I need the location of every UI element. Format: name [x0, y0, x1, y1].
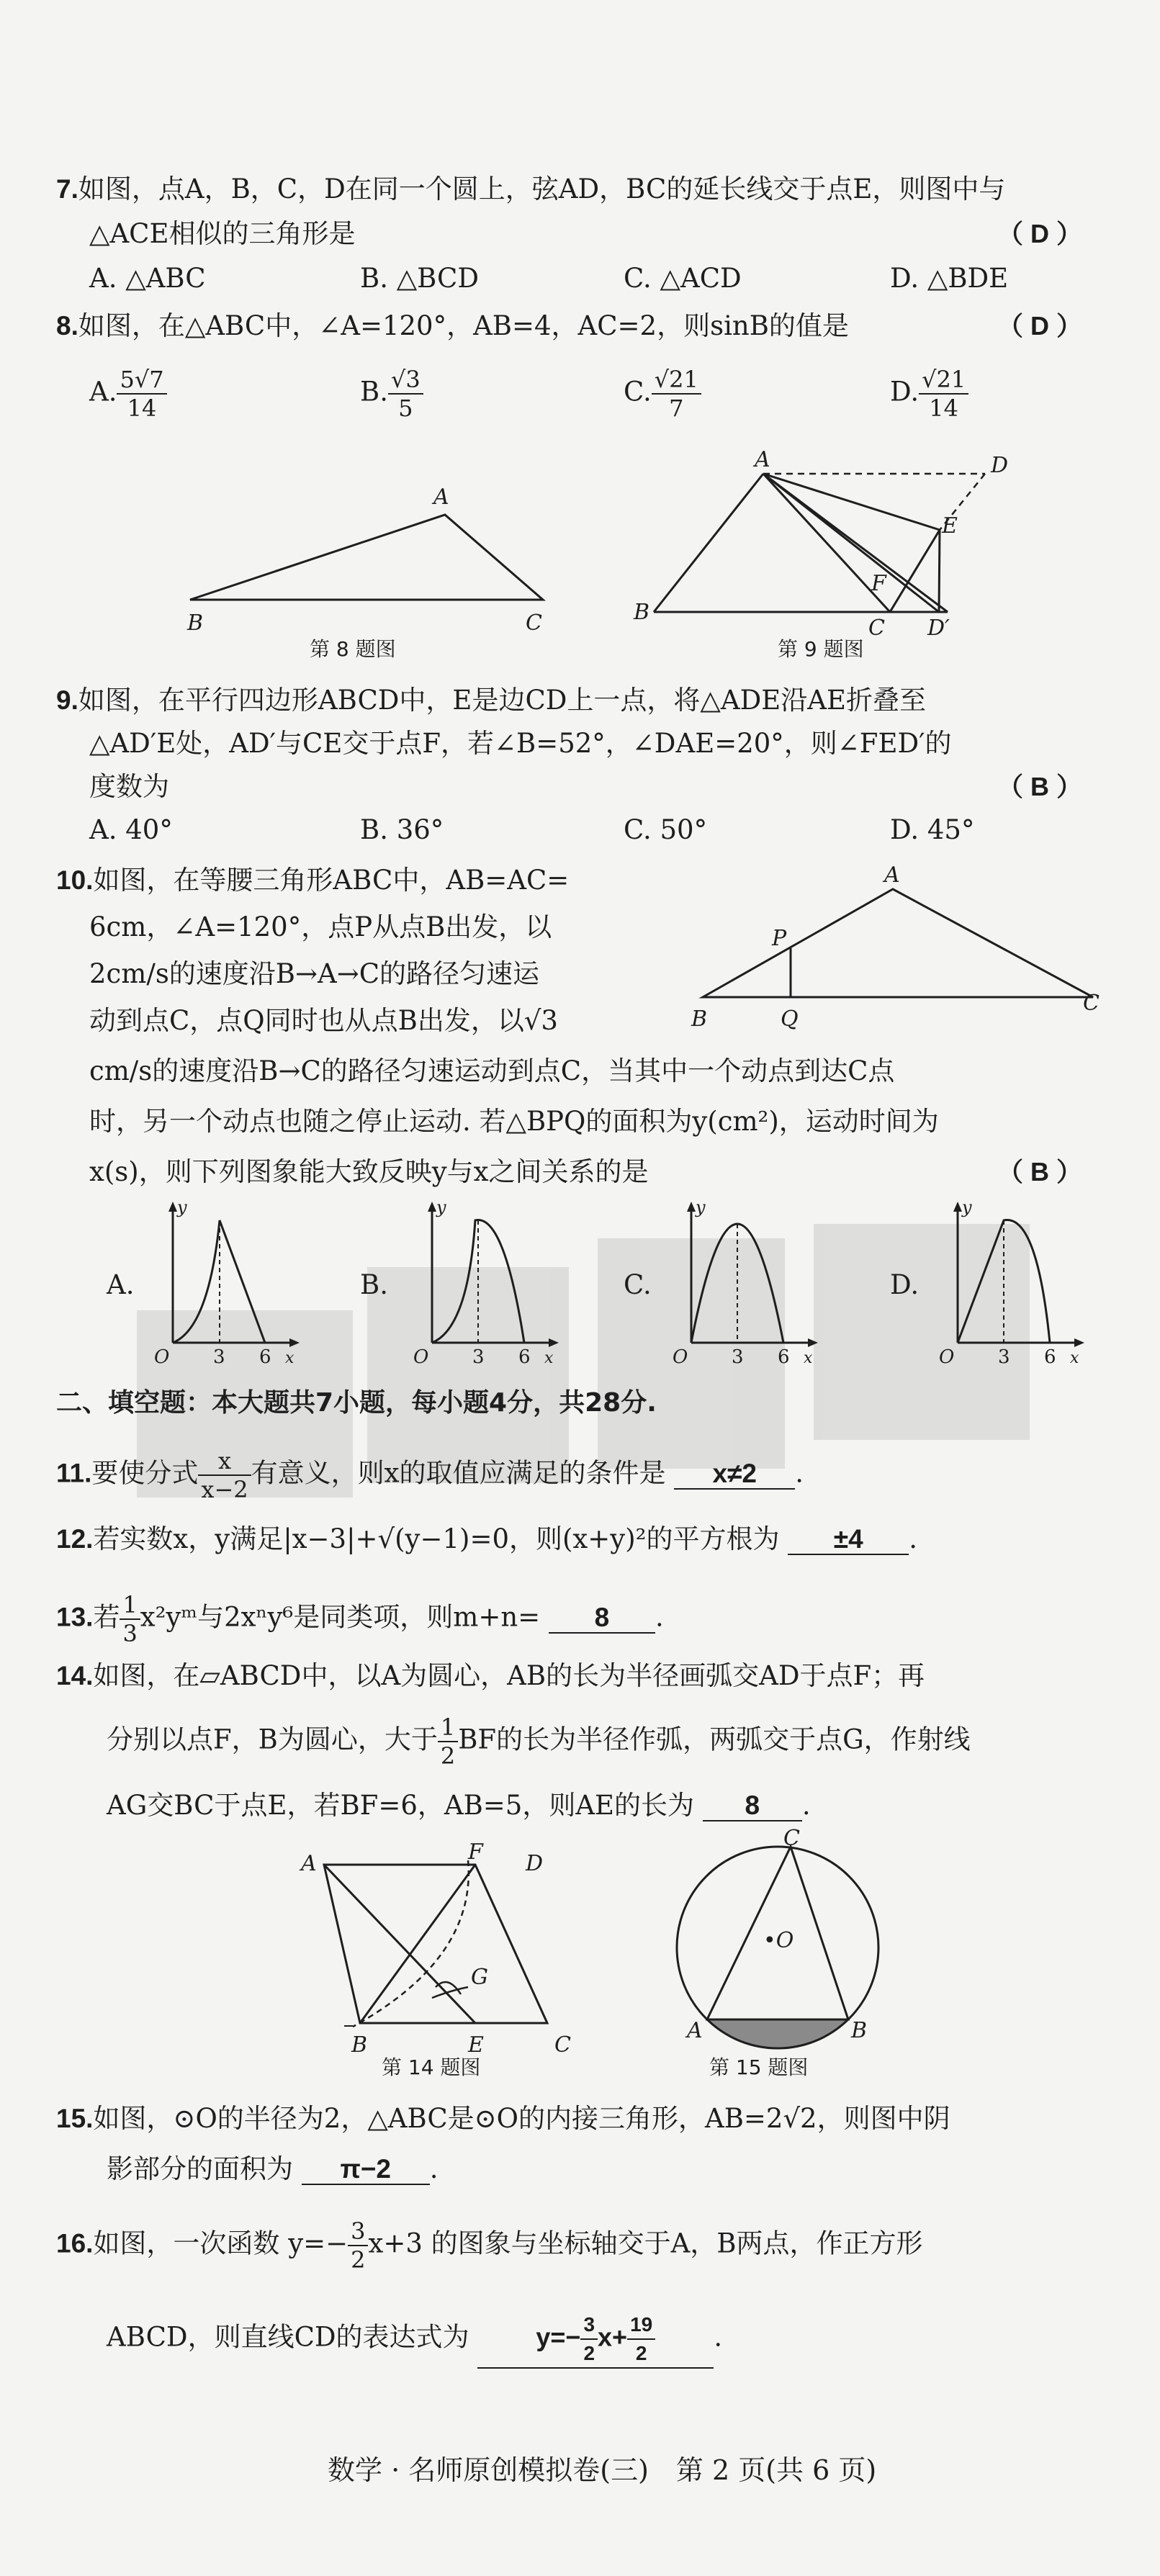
fig8-label-c: C: [526, 611, 542, 636]
graph-b-x-label: x: [544, 1349, 554, 1367]
fig8-label-b: B: [187, 611, 204, 636]
q12: 12.若实数x，y满足|x−3|+√(y−1)=0，则(x+y)²的平方根为 ±4 .: [56, 1523, 917, 1554]
q16-line2: ABCD，则直线CD的表达式为 y=− $\frac{3}{2}$ x+ $\frac{19}{2}$ .: [107, 2311, 722, 2369]
graph-a-tick6: 6: [259, 1346, 271, 1368]
q11-answer: x≠2: [674, 1459, 795, 1490]
q10-line2: 6cm，∠A=120°，点P从点B出发，以: [89, 911, 552, 942]
fig9-label-f: F: [871, 571, 886, 596]
graph-c-tick6: 6: [778, 1346, 790, 1368]
q11: 11.要使分式 $\frac{x}{x-2}$ 有意义，则x的取值应满足的条件是 x≠2 .: [56, 1447, 804, 1503]
q10-line7: x(s)，则下列图象能大致反映y与x之间关系的是: [89, 1156, 649, 1187]
q8-option-a: A. $\frac{5√7}{14}$: [89, 366, 167, 422]
q10-answer: （ B ）: [997, 1157, 1083, 1186]
graph-c-origin: O: [673, 1346, 688, 1368]
q8-option-d: D. $\frac{√21}{14}$: [890, 366, 968, 422]
graph-b-tick3: 3: [472, 1346, 485, 1368]
graph-c-x-label: x: [804, 1349, 813, 1367]
q8-line1: 8.如图，在△ABC中，∠A=120°，AB=4，AC=2，则sinB的值是: [56, 310, 849, 341]
graph-a-origin: O: [154, 1346, 170, 1368]
q9-line2: △AD′E处，AD′与CE交于点F，若∠B=52°，∠DAE=20°，则∠FED′的: [89, 728, 952, 759]
graph-option-a-label: A.: [107, 1269, 135, 1300]
graph-b-y-label: y: [436, 1197, 446, 1217]
graph-c-tick3: 3: [732, 1346, 744, 1368]
q7-answer: （ D ）: [997, 219, 1083, 248]
q9-answer: （ B ）: [997, 772, 1083, 801]
q9-line1: 9.如图，在平行四边形ABCD中，E是边CD上一点，将△ADE沿AE折叠至: [56, 685, 926, 716]
fig9-caption: 第 9 题图: [778, 637, 864, 661]
q10-line5: cm/s的速度沿B→C的路径匀速运动到点C，当其中一个动点到达C点: [89, 1055, 895, 1086]
fig10-label-c: C: [1083, 991, 1100, 1016]
graph-option-b: [403, 1199, 562, 1368]
q16-line1: 16.如图，一次函数 y=− $\frac{3}{2}$ x+3 的图象与坐标轴交于A，B两点，作正方形: [56, 2217, 923, 2274]
q9-line3: 度数为: [89, 771, 169, 802]
fig9-label-c: C: [868, 616, 885, 641]
q9-option-a: A. 40°: [89, 814, 173, 845]
page-footer: 数学 · 名师原创模拟卷(三) 第 2 页(共 6 页): [328, 2454, 877, 2486]
figure-14: [288, 1839, 619, 2059]
graph-c-y-label: y: [696, 1197, 706, 1217]
fig9-label-e: E: [942, 513, 958, 539]
q14-line2: 分别以点F，B为圆心，大于 $\frac{1}{2}$ BF的长为半径作弧，两弧交于点G，作射线: [107, 1713, 971, 1770]
fig14-caption: 第 14 题图: [382, 2055, 481, 2079]
fig14-label-g: G: [471, 1965, 488, 1990]
q7-line2: △ACE相似的三角形是: [89, 218, 356, 249]
q13: 13.若 $\frac{1}{3}$ x²yᵐ与2xⁿy⁶是同类项，则m+n= 8 .: [56, 1591, 664, 1647]
figure-9: [634, 446, 1037, 641]
fig14-label-a: A: [301, 1851, 317, 1876]
figure-8: [173, 468, 562, 648]
section-2-heading: 二、填空题：本大题共7小题，每小题4分，共28分.: [56, 1388, 657, 1418]
graph-b-origin: O: [413, 1346, 429, 1368]
fig15-shaded-segment: [707, 2019, 848, 2048]
q14-line1: 14.如图，在▱ABCD中，以A为圆心，AB的长为半径画弧交AD于点F；再: [56, 1660, 925, 1691]
graph-a-x-label: x: [285, 1349, 295, 1367]
fig15-label-a: A: [687, 2018, 703, 2043]
fig9-label-b: B: [634, 600, 650, 625]
q12-answer: ±4: [788, 1525, 909, 1555]
q14-answer: 8: [703, 1791, 802, 1821]
q10-line4: 动到点C，点Q同时也从点B出发，以√3: [89, 1005, 558, 1036]
fig15-label-b: B: [851, 2018, 868, 2043]
fig15-label-o: •O: [763, 1928, 794, 1953]
fig8-caption: 第 8 题图: [310, 637, 396, 661]
fig15-caption: 第 15 题图: [709, 2055, 809, 2079]
graph-a-tick3: 3: [213, 1346, 225, 1368]
graph-d-y-label: y: [962, 1197, 972, 1217]
fig14-label-e: E: [468, 2032, 484, 2058]
q16-answer: y=− $\frac{3}{2}$ x+ $\frac{19}{2}$: [477, 2311, 714, 2369]
q7-line1: 7.如图，点A，B，C，D在同一个圆上，弦AD，BC的延长线交于点E，则图中与: [56, 174, 1006, 204]
graph-d-tick6: 6: [1044, 1346, 1056, 1368]
q10-line3: 2cm/s的速度沿B→A→C的路径匀速运: [89, 958, 540, 989]
q15-answer: π−2: [302, 2155, 430, 2185]
fig10-label-a: A: [884, 863, 900, 888]
fig10-label-q: Q: [781, 1006, 799, 1032]
fig14-label-b: B: [351, 2032, 368, 2058]
fig8-label-a: A: [433, 485, 449, 510]
fig10-label-b: B: [691, 1006, 708, 1032]
q14-line3: AG交BC于点E，若BF=6，AB=5，则AE的长为 8 .: [107, 1790, 811, 1821]
fig15-label-c: C: [783, 1826, 800, 1851]
graph-option-d: [929, 1199, 1087, 1368]
figure-15: [662, 1826, 893, 2055]
graph-option-c: [662, 1199, 821, 1368]
figure-10: [691, 860, 1123, 1040]
fig9-label-a: A: [755, 447, 770, 472]
fig14-label-d: D: [526, 1851, 544, 1876]
graph-option-a: [144, 1199, 302, 1368]
q7-option-a: A. △ABC: [89, 263, 206, 294]
fig9-label-d: D: [991, 453, 1009, 478]
q7-option-b: B. △BCD: [360, 263, 480, 294]
fig9-label-dprime: D′: [927, 616, 950, 641]
q8-option-b: B. $\frac{√3}{5}$: [360, 366, 423, 422]
graph-a-y-label: y: [177, 1197, 187, 1217]
graph-d-tick3: 3: [998, 1346, 1010, 1368]
q9-option-b: B. 36°: [360, 814, 444, 845]
fig14-label-c: C: [554, 2032, 571, 2058]
graph-option-b-label: B.: [360, 1269, 388, 1300]
fig8-triangle: [190, 515, 543, 600]
q15-line1: 15.如图，⊙O的半径为2，△ABC是⊙O的内接三角形，AB=2√2，则图中阴: [56, 2103, 950, 2134]
fig14-label-f: F: [468, 1839, 483, 1865]
q8-answer: （ D ）: [997, 311, 1083, 341]
q10-line1: 10.如图，在等腰三角形ABC中，AB=AC=: [56, 865, 570, 896]
q7-option-c: C. △ACD: [624, 263, 742, 294]
graph-b-tick6: 6: [518, 1346, 531, 1368]
q10-line6: 时，另一个动点也随之停止运动. 若△BPQ的面积为y(cm²)，运动时间为: [89, 1106, 939, 1137]
graph-option-c-label: C.: [624, 1269, 652, 1300]
q8-option-c: C. $\frac{√21}{7}$: [624, 366, 701, 422]
q13-answer: 8: [549, 1603, 655, 1634]
graph-option-d-label: D.: [890, 1269, 920, 1300]
graph-d-x-label: x: [1070, 1349, 1079, 1367]
q7-option-d: D. △BDE: [890, 263, 1009, 294]
q9-option-c: C. 50°: [624, 814, 708, 845]
q9-option-d: D. 45°: [890, 814, 975, 845]
fig10-label-p: P: [772, 926, 787, 951]
graph-d-origin: O: [939, 1346, 955, 1368]
q15-line2: 影部分的面积为 π−2 .: [107, 2153, 439, 2184]
